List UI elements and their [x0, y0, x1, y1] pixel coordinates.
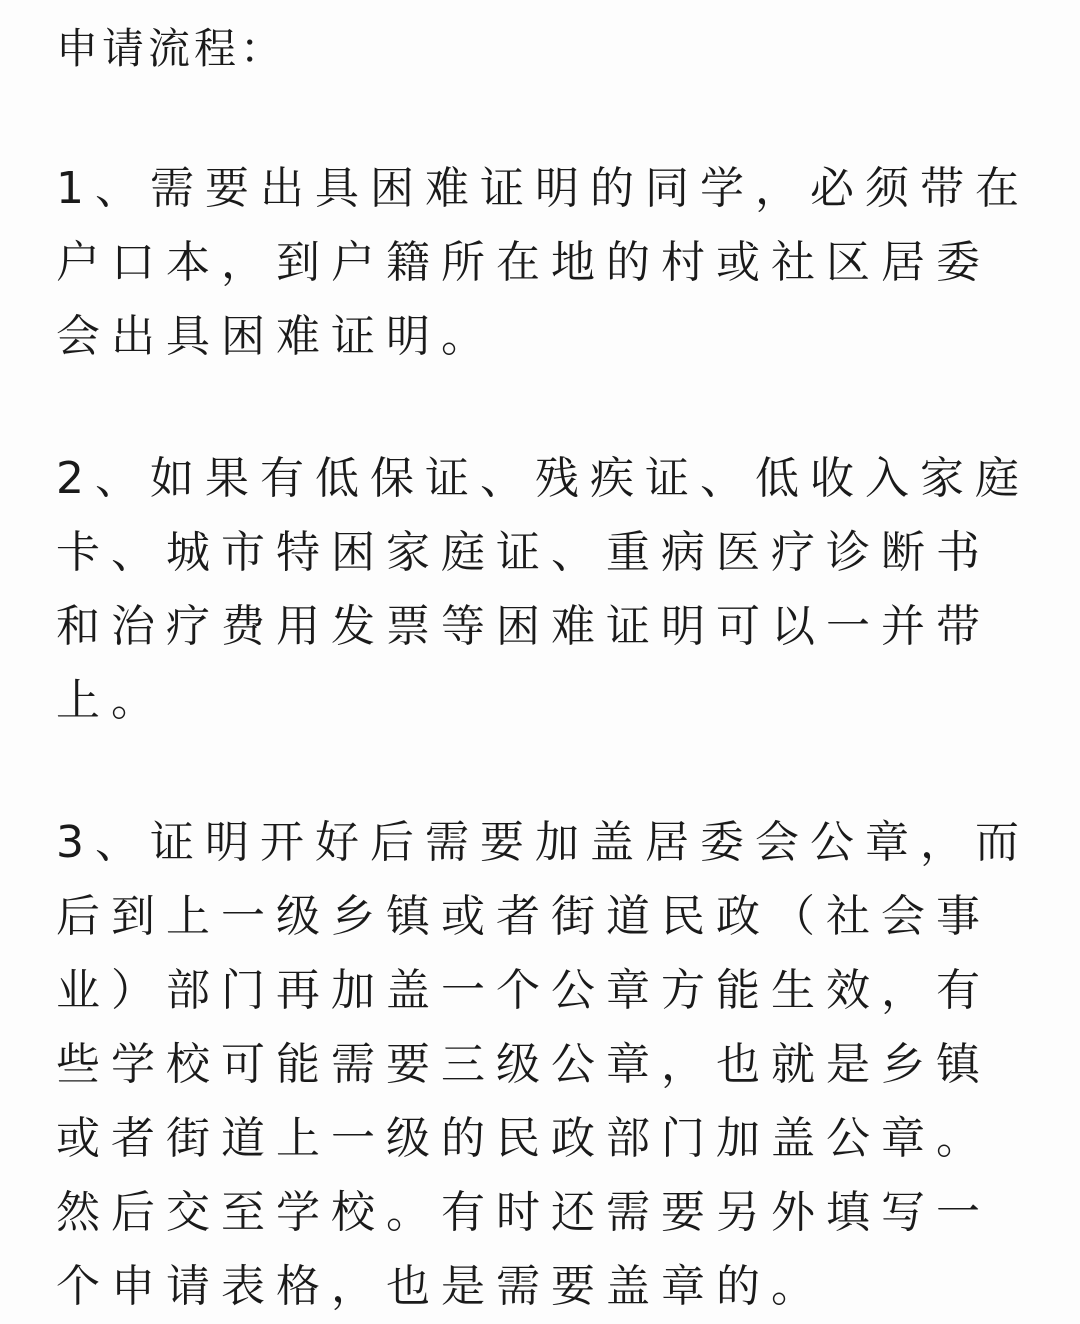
- step-3-paragraph: 3、证明开好后需要加盖居委会公章，而后到上一级乡镇或者街道民政（社会事业）部门再加盖一个公章方能生效，有些学校可能需要三级公章，也就是乡镇或者街道上一级的民政部门加盖公章。然后交至学校。有时还需要另外填写一个申请表格，也是需要盖章的。: [56, 817, 1030, 1312]
- step-2-paragraph: 2、如果有低保证、残疾证、低收入家庭卡、城市特困家庭证、重病医疗诊断书和治疗费用发票等困难证明可以一并带上。: [56, 453, 1030, 726]
- document-title: 申请流程：: [56, 24, 287, 73]
- step-1-paragraph: 1、需要出具困难证明的同学，必须带在户口本，到户籍所在地的村或社区居委会出具困难证明。: [56, 163, 1030, 362]
